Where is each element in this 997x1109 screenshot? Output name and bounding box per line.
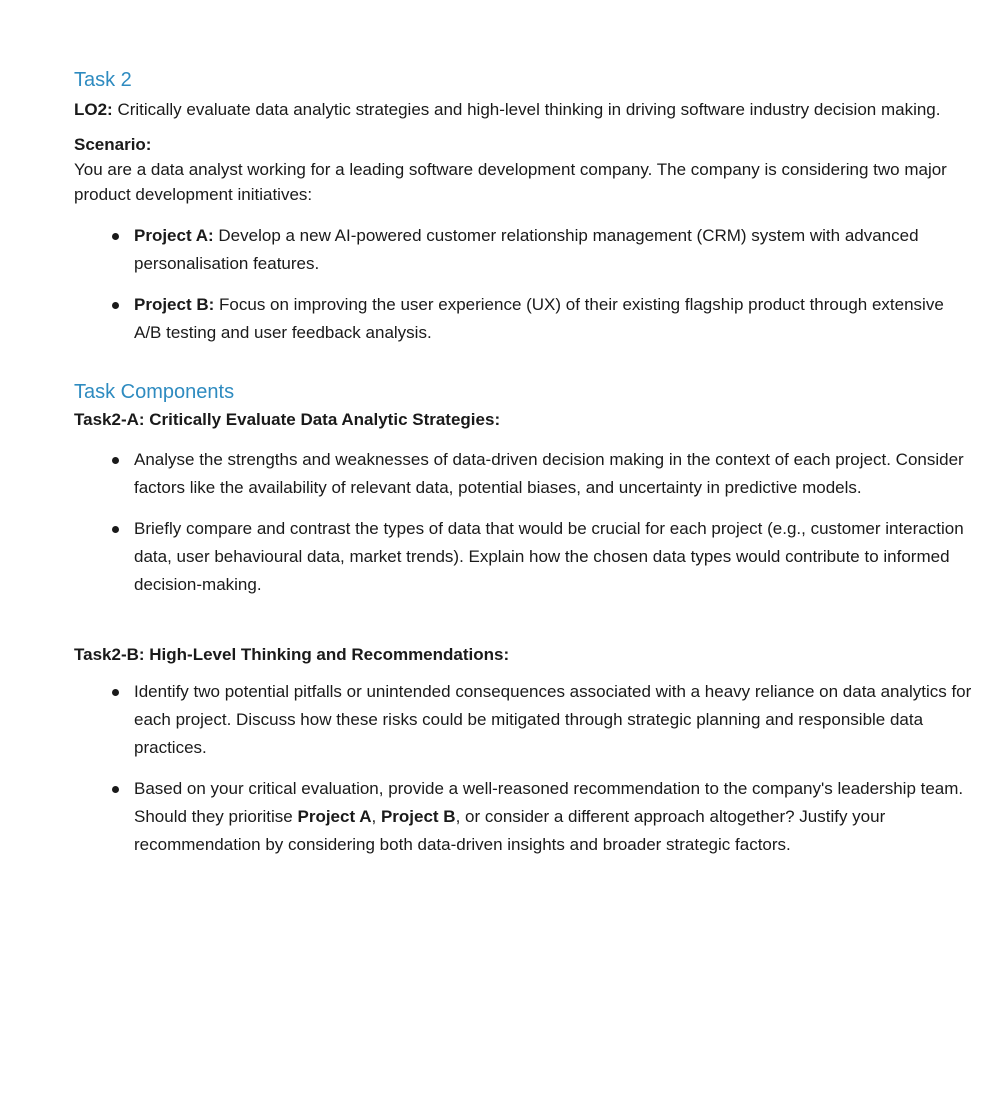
task2b-title: Task2-B: High-Level Thinking and Recommendations: (74, 645, 510, 664)
bullet-icon (112, 526, 119, 533)
list-item-project-b (74, 291, 974, 347)
bullet-icon (112, 302, 119, 309)
learning-outcome (74, 97, 974, 122)
task2a-item-text: Briefly compare and contrast the types of data that would be crucial for each project (e.g., customer interaction data, user behavioural data, market trends). Explain how the chosen data types would contribute to informed decision-making. (134, 519, 964, 594)
recommendation-project-a: Project A (297, 807, 372, 826)
task-components-heading: Task Components (74, 381, 235, 403)
task2b-list (74, 678, 974, 859)
task-heading: Task 2 (74, 69, 132, 91)
list-item (74, 775, 974, 859)
list-item (74, 446, 974, 502)
bullet-icon (112, 689, 119, 696)
project-b-text: Focus on improving the user experience (UX) of their existing flagship product through extensive A/B testing and user feedback analysis. (134, 295, 944, 342)
recommendation-project-b: Project B (380, 807, 456, 826)
project-a-label: Project A: (134, 226, 214, 245)
recommendation-part2: , (371, 807, 381, 826)
recommendation-part3: , or consider a different approach altogether? Justify your recommendation by considering both data-driven insights and broader strategic factors. (134, 807, 886, 854)
lo-label: LO2: (74, 100, 113, 119)
task2a-title: Task2-A: Critically Evaluate Data Analytic Strategies: (74, 410, 501, 429)
list-item (74, 678, 974, 762)
project-list (74, 222, 974, 347)
bullet-icon (112, 786, 119, 793)
document-page (74, 66, 974, 872)
bullet-icon (112, 457, 119, 464)
list-item (74, 515, 974, 599)
lo-text: Critically evaluate data analytic strategies and high-level thinking in driving software industry decision making. (112, 100, 941, 119)
list-item-project-a (74, 222, 974, 278)
task2a-list (74, 446, 974, 599)
task2b-item-text: Identify two potential pitfalls or unintended consequences associated with a heavy reliance on data analytics for each project. Discuss how these risks could be mitigated through strategic planning and responsible data practices. (134, 682, 972, 757)
project-a-text: Develop a new AI-powered customer relationship management (CRM) system with advanced personalisation features. (134, 226, 919, 273)
recommendation-part1: Based on your critical evaluation, provide a well-reasoned recommendation to the company's leadership team. Should they prioritise (134, 779, 964, 826)
project-b-label: Project B: (134, 295, 215, 314)
scenario-text: You are a data analyst working for a leading software development company. The company is considering two major product development initiatives: (74, 160, 947, 204)
task2a-item-text: Analyse the strengths and weaknesses of data-driven decision making in the context of each project. Consider factors like the availability of relevant data, potential biases, and uncertainty in predictive models. (134, 450, 964, 497)
bullet-icon (112, 233, 119, 240)
scenario-label: Scenario: (74, 135, 152, 154)
